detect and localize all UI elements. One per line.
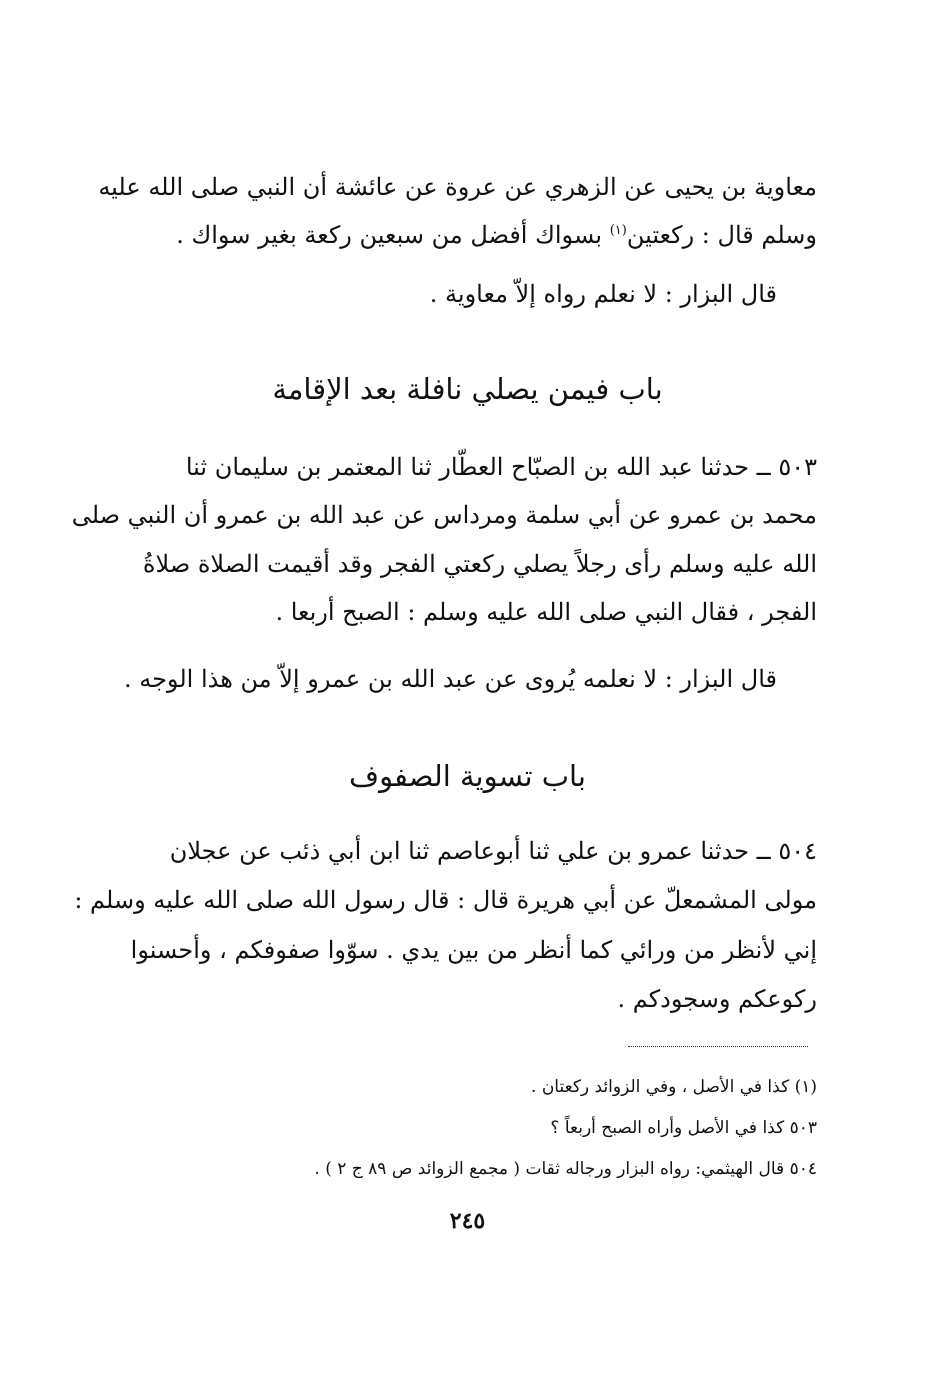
para-503-line-3: الله عليه وسلم رأى رجلاً يصلي ركعتي الفجر وقد أقيمت الصلاة صلاةُ — [142, 550, 817, 578]
para-503-line-2: محمد بن عمرو عن أبي سلمة ومرداس عن عبد الله بن عمرو أن النبي صلى — [71, 501, 817, 529]
top-para-line-1: معاوية بن يحيى عن الزهري عن عروة عن عائشة أن النبي صلى الله عليه — [98, 173, 817, 201]
section-heading-2: باب تسوية الصفوف — [349, 759, 586, 793]
para-504-line-1: ٥٠٤ ــ حدثنا عمرو بن علي ثنا أبوعاصم ثنا ابن أبي ذئب عن عجلان — [169, 837, 817, 865]
top-note: قال البزار : لا نعلم رواه إلاّ معاوية . — [429, 280, 777, 308]
page-number: ٢٤٥ — [449, 1208, 486, 1234]
footnote-1: (١) كذا في الأصل ، وفي الزوائد ركعتان . — [531, 1077, 817, 1097]
para-503-line-4: الفجر ، فقال النبي صلى الله عليه وسلم : الصبح أربعا . — [275, 598, 817, 626]
para-503-note: قال البزار : لا نعلمه يُروى عن عبد الله بن عمرو إلاّ من هذا الوجه . — [123, 665, 777, 693]
top-para-line-2-end: بسواك أفضل من سبعين ركعة بغير سواك . — [176, 221, 603, 249]
section-heading-1: باب فيمن يصلي نافلة بعد الإقامة — [272, 372, 663, 406]
para-504-line-2: مولى المشمعلّ عن أبي هريرة قال : قال رسول الله صلى الله عليه وسلم : — [74, 886, 817, 914]
para-504-line-3: إني لأنظر من ورائي كما أنظر من بين يدي . سوّوا صفوفكم ، وأحسنوا — [130, 936, 817, 964]
footnote-504: ٥٠٤ قال الهيثمي: رواه البزار ورجاله ثقات ( مجمع الزوائد ص ٨٩ ج ٢ ) . — [314, 1159, 817, 1179]
footnote-ref: (١) — [609, 223, 627, 238]
para-504-line-4: ركوعكم وسجودكم . — [617, 985, 817, 1013]
top-para-line-2-start: وسلم قال : ركعتين — [626, 221, 817, 249]
top-para-line-2 — [176, 216, 817, 250]
footnote-503: ٥٠٣ كذا في الأصل وأراه الصبح أربعاً ؟ — [550, 1118, 817, 1138]
footnote-divider — [628, 1046, 808, 1047]
para-503-line-1: ٥٠٣ ــ حدثنا عبد الله بن الصبّاح العطّار ثنا المعتمر بن سليمان ثنا — [185, 453, 817, 481]
